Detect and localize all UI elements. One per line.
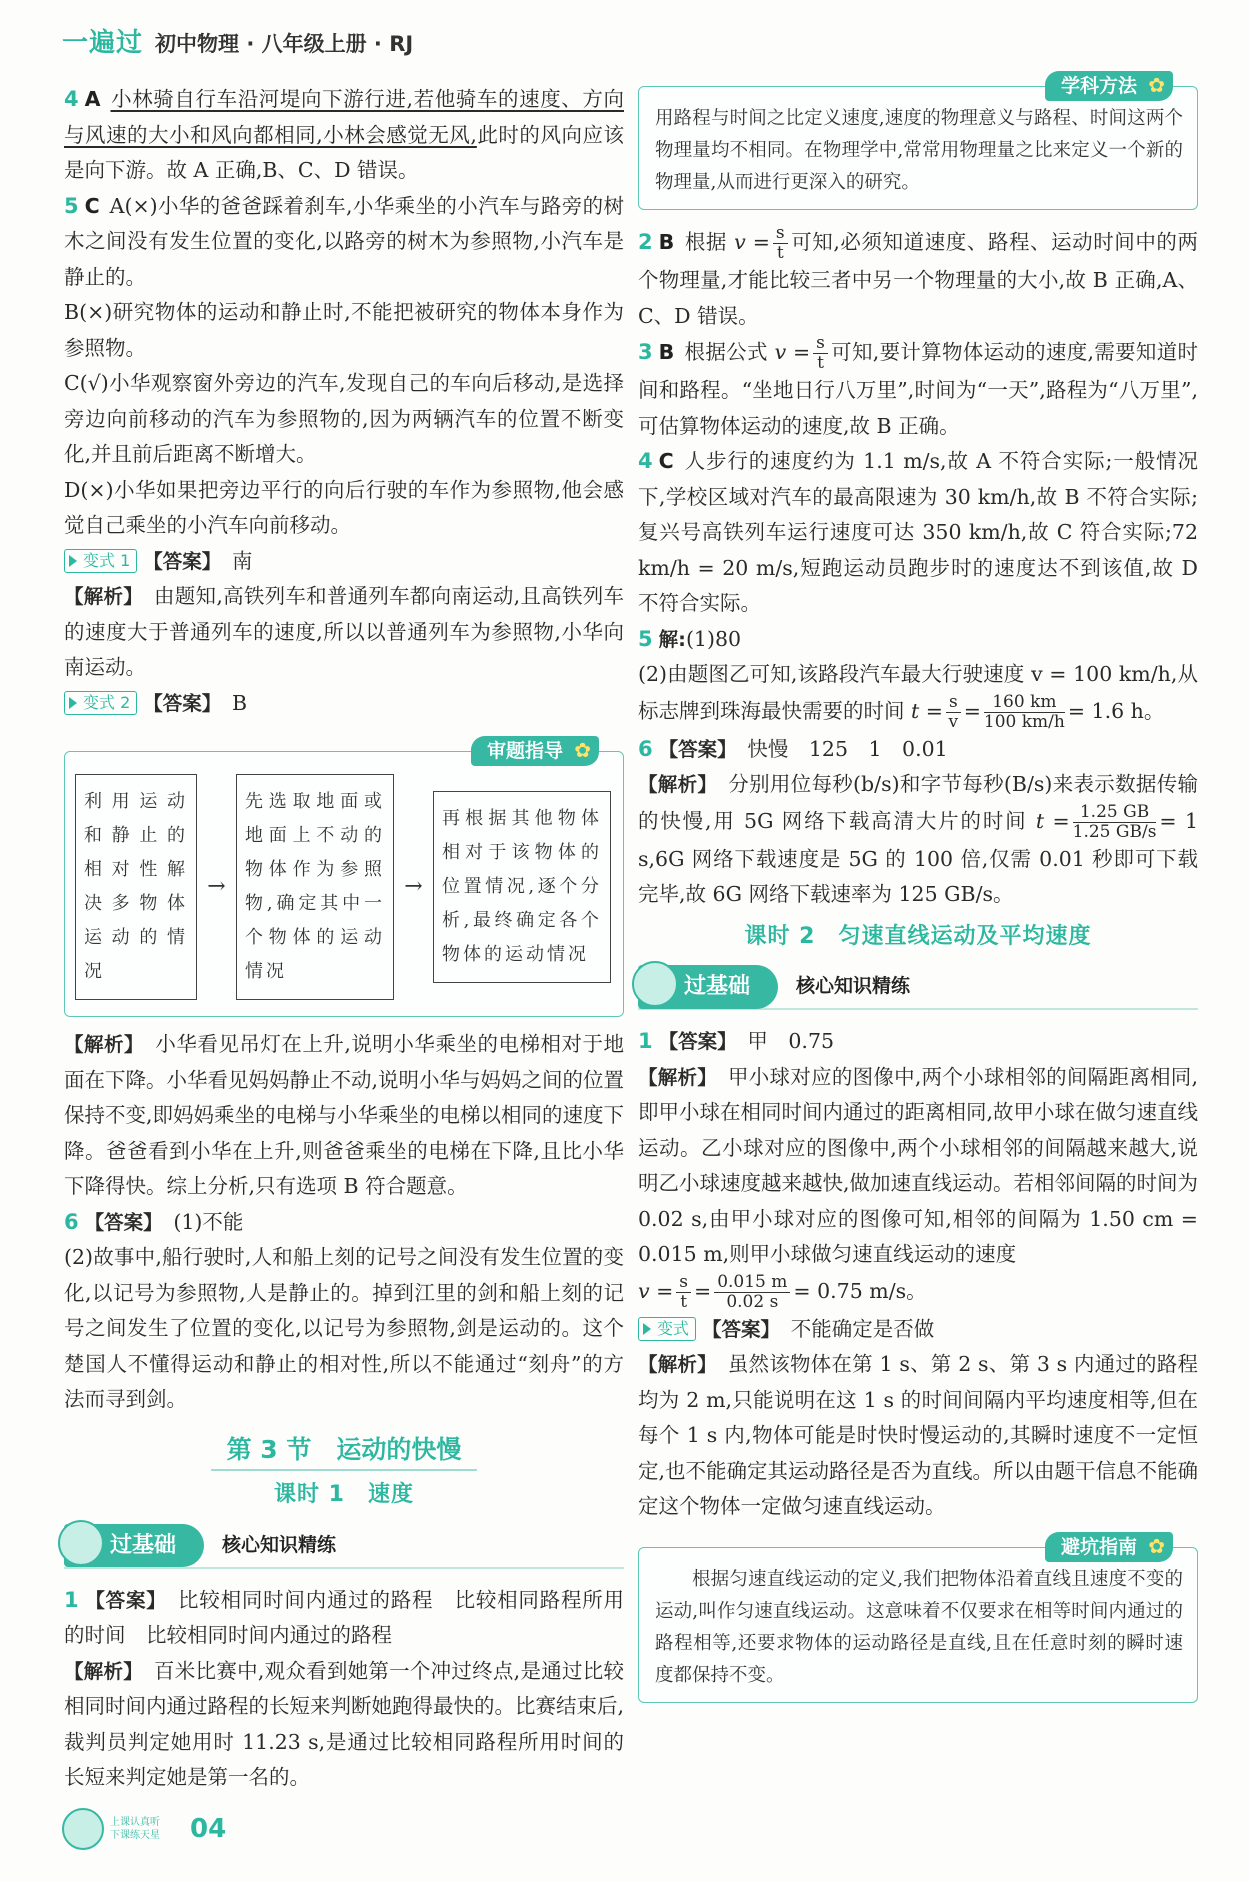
left-variant1: 变式 1 【答案】 南	[64, 544, 624, 580]
left-analysis2: 【解析】 小华看见吊灯在上升,说明小华乘坐的电梯相对于地面在下降。小华看见妈妈静止不动,说明小华与妈妈之间的位置保持不变,即妈妈乘坐的电梯与小华乘坐的电梯以相同的速度下降。爸爸看到小华在上升,则爸爸乘坐的电梯在下降,且比小华下降得快。综上分析,只有选项 B 符合题意。	[64, 1032, 625, 1198]
right-s1-analysis: 【解析】 甲小球对应的图像中,两个小球相邻的间隔距离相同,即甲小球在相同时间内通过的距离相同,故甲小球在做匀速直线运动。乙小球对应的图像中,两个小球相邻的间隔越来越大,说明乙小球速度越来越快,做加速直线运动。若相邻间隔的时间为 0.02 s,由甲小球对应的图像可知,相邻的间隔为 1.50 cm = 0.015 m,则甲小球做匀速直线运动的速度	[638, 1064, 1199, 1266]
mascot-icon	[62, 1808, 104, 1850]
pit-label: 避坑指南 ✿	[1045, 1532, 1173, 1562]
right-column	[638, 72, 1198, 1713]
brand-logo: 一遍过	[62, 28, 144, 58]
left-q5-c: C(√)小华观察窗外旁边的汽车,发现自己的车向后移动,是选择旁边向前移动的汽车为参照物的,因为两辆汽车的位置不断变化,并且前后距离不断增大。	[64, 371, 624, 466]
pit-box	[638, 1533, 1198, 1703]
page-number: 04	[190, 1814, 227, 1844]
arrow-right-icon: →	[207, 874, 226, 900]
variant-pill: 变式 1	[64, 549, 137, 573]
right-q5-2: (2)由题图乙可知,该路段汽车最大行驶速度 v = 100 km/h,从标志牌到珠海最快需要的时间 t = $\frac{s}{v}$ = $\frac{160 km}{100 km/h}$ = 1.6 h。	[638, 662, 1198, 732]
page-footer	[62, 1808, 226, 1850]
footer-slogan: 上课认真听 下课练天星	[110, 1817, 160, 1841]
right-variant: 变式 【答案】 不能确定是否做	[638, 1312, 1198, 1348]
right-s1-formula: v = $\frac{s}{t}$ = $\frac{0.015 m}{0.02 s}$ = 0.75 m/s。	[638, 1271, 927, 1312]
left-q6: 6 【答案】 (1)不能	[64, 1209, 244, 1234]
pit-text: 根据匀速直线运动的定义,我们把物体沿着直线且速度不变的运动,叫作匀速直线运动。这意味着不仅要求在相等时间内通过的路程相等,还要求物体的运动路径是直线,且在任意时刻的瞬时速度都保持不变。	[655, 1568, 1183, 1686]
method-label: 学科方法 ✿	[1045, 71, 1173, 101]
star-icon: ✿	[574, 738, 591, 762]
method-text: 用路程与时间之比定义速度,速度的物理意义与路程、时间这两个物理量均不相同。在物理学中,常常用物理量之比来定义一个新的物理量,从而进行更深入的研究。	[655, 108, 1183, 193]
variant-pill: 变式 2	[64, 691, 137, 715]
lesson2-title: 课时 2 匀速直线运动及平均速度	[744, 923, 1092, 949]
right-variant-analysis: 【解析】 虽然该物体在第 1 s、第 2 s、第 3 s 内通过的路程均为 2 m,只能说明在这 1 s 的时间间隔内平均速度相等,但在每个 1 s 内,物体可能是时快时慢运动的,其瞬时速度不一定恒定,也不能确定其运动路径是否为直线。所以由题干信息不能确定这个物体一定做匀速直线运动。	[638, 1352, 1199, 1518]
method-box	[638, 73, 1198, 210]
left-variant2: 变式 2 【答案】 B	[64, 686, 624, 722]
flow-box-2: 先选取地面或地面上不动的物体作为参照物,确定其中一个物体的运动情况	[236, 774, 394, 1000]
guide-flow	[75, 774, 611, 1000]
flow-box-3: 再根据其他物体相对于该物体的位置情况,逐个分析,最终确定各个物体的运动情况	[433, 791, 611, 983]
left-q5-d: D(×)小华如果把旁边平行的向后行驶的车作为参照物,他会感觉自己乘坐的小汽车向前移动。	[64, 477, 624, 537]
right-q5: 5 解:(1)80	[638, 626, 742, 651]
left-column	[64, 82, 624, 1796]
mascot-icon	[58, 1520, 104, 1566]
left-q5-b: B(×)研究物体的运动和静止时,不能把被研究的物体本身作为参照物。	[64, 300, 624, 360]
basic-banner-2: 过基础 核心知识精练	[638, 966, 1198, 1010]
star-icon: ✿	[1148, 73, 1165, 97]
left-s1: 1 【答案】 比较相同时间内通过的路程 比较相同路程所用的时间 比较相同时间内通过的路程	[64, 1587, 624, 1647]
star-icon: ✿	[1148, 1533, 1165, 1558]
arrow-right-icon: →	[404, 874, 423, 900]
right-q6-analysis: 【解析】 分别用位每秒(b/s)和字节每秒(B/s)来表示数据传输的快慢,用 5G 网络下载高清大片的时间 t = $\frac{1.25 GB}{1.25 GB/s}$ = 1 s,6G 网络下载速度是 5G 的 100 倍,仅需 0.01 秒即可下载完毕,故 6G 网络下载速率为 125 GB/s。	[638, 772, 1198, 906]
flow-box-1: 利用运动和静止的相对性解决多物体运动的情况	[75, 774, 197, 1000]
left-variant1-analysis: 【解析】 由题知,高铁列车和普通列车都向南运动,且高铁列车的速度大于普通列车的速度,所以以普通列车为参照物,小华向南运动。	[64, 584, 624, 679]
lesson-title: 课时 1 速度	[274, 1482, 414, 1507]
section-title: 第 3 节 运动的快慢	[64, 1432, 624, 1472]
mascot-icon	[632, 961, 678, 1007]
basic-banner: 过基础 核心知识精练	[64, 1525, 624, 1569]
page-header	[62, 22, 413, 62]
right-q2: 2 B 根据 v = $\frac{s}{t}$ 可知,必须知道速度、路程、运动时间中的两个物理量,才能比较三者中另一个物理量的大小,故 B 正确,A、C、D 错误。	[638, 223, 1198, 328]
left-q6-2: (2)故事中,船行驶时,人和船上刻的记号之间没有发生位置的变化,以记号为参照物,人是静止的。掉到江里的剑和船上刻的记号之间发生了位置的变化,以记号为参照物,剑是运动的。这个楚国人不懂得运动和静止的相对性,所以不能通过“刻舟”的方法而寻到剑。	[64, 1245, 624, 1411]
variant-pill: 变式	[638, 1317, 696, 1341]
book-title: 初中物理 · 八年级上册 · RJ	[155, 32, 414, 56]
left-s1-analysis: 【解析】 百米比赛中,观众看到她第一个冲过终点,是通过比较相同时间内通过路程的长短来判断她跑得最快的。比赛结束后,裁判员判定她用时 11.23 s,是通过比较相同路程所用时间的长短来判定她是第一名的。	[64, 1658, 625, 1789]
left-q5: 5 C A(×)小华的爸爸踩着刹车,小华乘坐的小汽车与路旁的树木之间没有发生位置的变化,以路旁的树木为参照物,小汽车是静止的。	[64, 193, 624, 289]
right-q3: 3 B 根据公式 v = $\frac{s}{t}$ 可知,要计算物体运动的速度,需要知道时间和路程。“坐地日行八万里”,时间为“一天”,路程为“八万里”,可估算物体运动的速度,故 B 正确。	[638, 333, 1198, 438]
guide-box	[64, 738, 624, 1017]
right-s1: 1 【答案】 甲 0.75	[638, 1029, 835, 1053]
right-q6: 6 【答案】 快慢 125 1 0.01	[638, 736, 948, 761]
right-q4: 4 C 人步行的速度约为 1.1 m/s,故 A 不符合实际;一般情况下,学校区域对汽车的最高限速为 30 km/h,故 B 不符合实际;复兴号高铁列车运行速度可达 350 km/h,故 C 符合实际;72 km/h = 20 m/s,短跑运动员跑步时的速度达不到该值,故 D 不符合实际。	[638, 449, 1198, 615]
guide-label: 审题指导 ✿	[471, 736, 599, 766]
left-q4: 4 A 小林骑自行车沿河堤向下游行进,若他骑车的速度、方向与风速的大小和风向都相同,小林会感觉无风,此时的风向应该是向下游。故 A 正确,B、C、D 错误。	[64, 87, 624, 182]
